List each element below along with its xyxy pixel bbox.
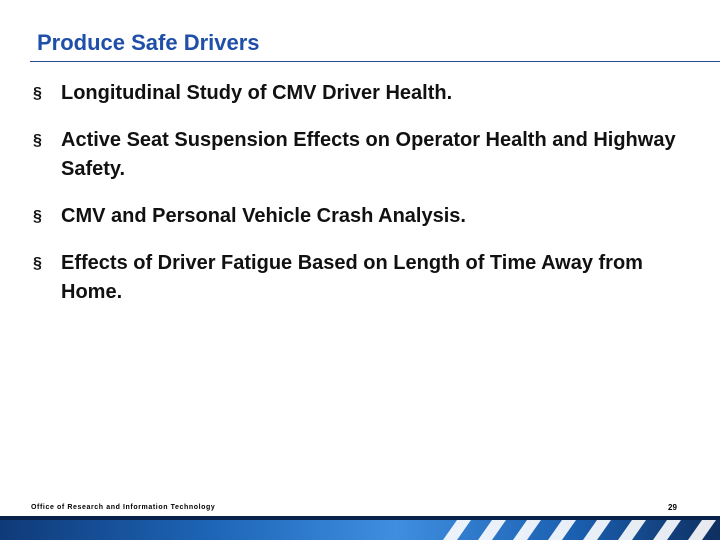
bullet-item xyxy=(33,79,703,108)
footer-stripes xyxy=(410,520,720,540)
bullet-text: Longitudinal Study of CMV Driver Health. xyxy=(61,82,453,104)
footer-stripe xyxy=(653,520,681,540)
bullet-text: Effects of Driver Fatigue Based on Length of Time Away from Home. xyxy=(61,252,643,303)
footer-stripe xyxy=(478,520,506,540)
footer-stripe xyxy=(688,520,716,540)
page-number: 29 xyxy=(668,503,677,512)
bullet-marker: § xyxy=(33,132,42,149)
footer-stripe xyxy=(548,520,576,540)
bullet-text: CMV and Personal Vehicle Crash Analysis. xyxy=(61,205,466,227)
bullet-item xyxy=(33,202,703,231)
bullet-text: Active Seat Suspension Effects on Operator Health and Highway Safety. xyxy=(61,129,676,180)
bullet-item xyxy=(33,126,703,184)
footer-stripe xyxy=(583,520,611,540)
title-divider xyxy=(30,61,720,62)
bullet-marker: § xyxy=(33,255,42,272)
bullet-list xyxy=(33,79,703,325)
footer-stripe xyxy=(618,520,646,540)
footer-bar xyxy=(0,516,720,540)
bullet-item xyxy=(33,249,703,307)
bullet-marker: § xyxy=(33,208,42,225)
slide-title: Produce Safe Drivers xyxy=(37,30,260,55)
bullet-marker: § xyxy=(33,85,42,102)
footer-stripe xyxy=(443,520,471,540)
footer-organization: Office of Research and Information Technology xyxy=(31,504,216,511)
footer-stripe xyxy=(513,520,541,540)
